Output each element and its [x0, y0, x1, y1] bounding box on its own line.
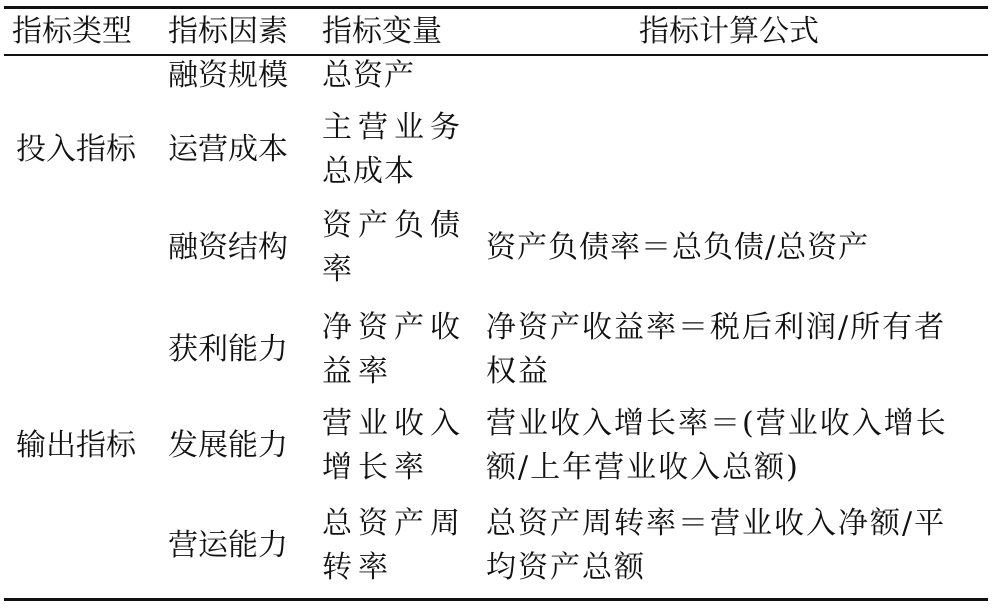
table-top-rule	[4, 6, 988, 9]
row-financing-scale-factor: 融资规模	[168, 58, 288, 93]
row-financing-structure-formula: 资产负债率＝总负债/总资产	[486, 230, 870, 265]
row-operation-capability-factor: 营运能力	[168, 528, 288, 563]
row-financing-structure-variable-line2: 率	[322, 252, 358, 287]
row-operation-capability-variable-line1: 总资产周	[322, 506, 466, 541]
row-financing-scale-variable: 总资产	[322, 58, 415, 93]
row-profitability-variable-line1: 净资产收	[322, 310, 466, 345]
header-indicator-formula: 指标计算公式	[639, 14, 819, 49]
row-operation-capability-formula-line2: 均资产总额	[486, 550, 646, 585]
row-operation-capability-formula-line1: 总资产周转率＝营业收入净额/平	[486, 506, 947, 541]
row-profitability-formula-line1: 净资产收益率＝税后利润/所有者	[486, 310, 947, 345]
indicator-table	[4, 4, 988, 604]
row-operation-capability-variable-line2: 转率	[322, 550, 394, 585]
row-development-factor: 发展能力	[168, 428, 288, 463]
row-development-variable-line1: 营业收入	[322, 406, 466, 441]
row-profitability-variable-line2: 益率	[322, 354, 394, 389]
group-input-indicator: 投入指标	[16, 132, 136, 167]
row-operating-cost-variable-line2: 总成本	[322, 154, 415, 189]
row-operating-cost-variable-line1: 主营业务	[322, 110, 466, 145]
table-header-rule	[4, 54, 988, 56]
row-operating-cost-factor: 运营成本	[168, 132, 288, 167]
header-indicator-factor: 指标因素	[168, 14, 288, 49]
row-financing-structure-variable-line1: 资产负债	[322, 208, 466, 243]
row-development-formula-line1: 营业收入增长率＝(营业收入增长	[486, 406, 948, 441]
row-profitability-formula-line2: 权益	[486, 354, 550, 389]
row-profitability-factor: 获利能力	[168, 332, 288, 367]
table-bottom-rule	[4, 598, 988, 601]
row-development-formula-line2: 额/上年营业收入总额)	[486, 450, 800, 485]
header-indicator-type: 指标类型	[12, 14, 132, 49]
group-output-indicator: 输出指标	[16, 428, 136, 463]
row-financing-structure-factor: 融资结构	[168, 230, 288, 265]
row-development-variable-line2: 增长率	[322, 450, 430, 485]
header-indicator-variable: 指标变量	[322, 14, 442, 49]
